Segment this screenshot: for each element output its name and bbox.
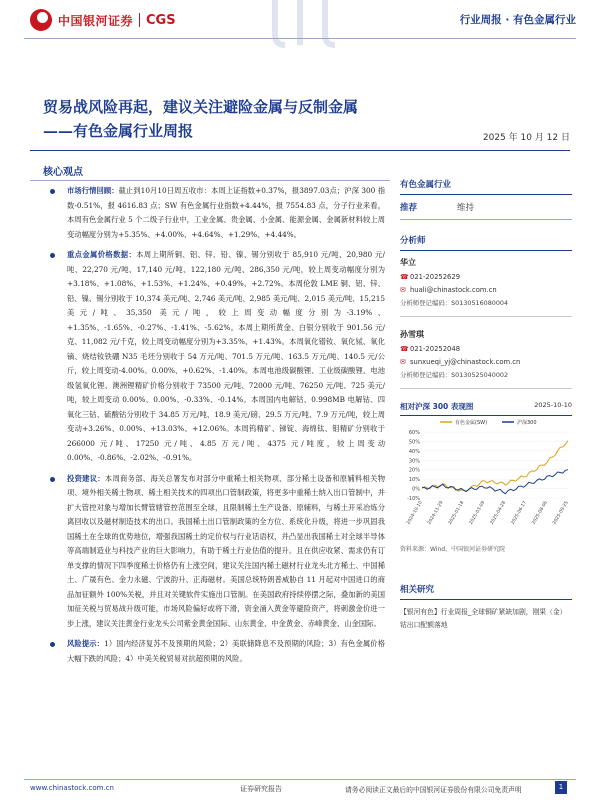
analyst-registration: 分析师登记编码：S0130516080004 <box>400 299 509 307</box>
performance-chart <box>400 416 572 536</box>
chart-x-tick: 2024-11-29 <box>427 500 445 526</box>
core-content <box>45 184 385 672</box>
chart-y-tick: 0% <box>412 486 420 493</box>
analyst-card <box>400 329 572 382</box>
bullet-risk-warning <box>45 637 385 666</box>
chart-y-tick: -10% <box>407 496 420 502</box>
core-heading: 核心观点 <box>43 167 83 178</box>
footer-disclaimer: 请务必阅读正文最后的中国银河证券股份有限公司免责声明 <box>345 786 522 794</box>
chart-x-tick: 2025-06-17 <box>510 500 529 526</box>
bullet-label: 风险提示： <box>67 639 105 648</box>
bullet-text: 1）国内经济复苏不及预期的风险；2）美联储降息不及预期的风险；3）有色金属价格大幅下跌的风险；4）中美关税贸易对抗超预期的风险。 <box>67 639 386 663</box>
chart-series-line <box>422 470 568 494</box>
phone-icon: ☎ <box>400 345 409 353</box>
page-number: 1 <box>555 781 567 794</box>
chart-y-tick: 30% <box>408 458 420 465</box>
chart-x-tick: 2025-08-06 <box>531 500 549 526</box>
rating-value: 维持 <box>457 203 475 213</box>
chart-x-tick: 2025-04-28 <box>489 500 508 526</box>
related-heading: 相关研究 <box>400 583 572 600</box>
chart-y-tick: 20% <box>408 467 420 474</box>
analyst-name: 华立 <box>400 258 416 267</box>
chart-date: 2025-10-10 <box>534 401 572 409</box>
chart-x-tick: 2024-10-10 <box>406 500 424 526</box>
analyst-name: 孙雪琪 <box>400 330 424 339</box>
bullet-label: 市场行情回顾： <box>67 186 119 195</box>
sidebar <box>400 178 572 632</box>
chart-x-tick: 2025-09-25 <box>552 500 570 526</box>
analyst-phone: 021-20252048 <box>410 345 461 353</box>
header-decoration-icon <box>255 0 355 50</box>
analyst-phone: 021-20252629 <box>410 273 461 281</box>
brand-name-cn: 中国银河证券 <box>58 13 134 28</box>
email-icon: ✉ <box>400 286 406 294</box>
chart-series-line <box>422 441 568 492</box>
report-subtitle: ——有色金属行业周报 <box>43 122 194 140</box>
email-icon: ✉ <box>400 358 406 366</box>
footer-website[interactable]: www.chinastock.com.cn <box>30 784 114 792</box>
brand-mark-icon <box>30 9 52 31</box>
chart-x-tick: 2025-03-09 <box>468 500 487 526</box>
brand-logo <box>30 9 176 31</box>
chart-title: 相对沪深 300 表现图 <box>400 402 474 411</box>
bullet-metal-prices <box>45 248 385 466</box>
bullet-text: 本周上期所铜、铝、锌、铅、镍、锡分别收于 85,910 元/吨、20,980 元/吨、22,270 元/吨、17,140 元/吨、122,180 元/吨、286,350 元/吨，较上周变动幅度分别为+3.18%、+1.08%、+1.53%、+1.24%、+0.49%、+2.72%。本周伦敦 LME 铜、铝、锌、铅、镍、锡分别收于 10,374 美元/吨、2,746 美元/吨、2,985 美元/吨、2,015 美元/吨、15,215 美元/吨、35,350 美元/吨，较上周变动幅度分别为-3.19%、+1.35%、-1.65%、-0.27%、-1.41%、-5.62%。本周上期所黄金、白银分别收于 901.56 元/克、11,082 元/千克，较上周变动幅度分别为+3.35%、+1.43%。本周氧化镨钕、氧化铽、氧化镝、烧结钕铁硼 N35 毛坯分别收于 54 万元/吨、701.5 万元/吨、163.5 万元/吨、140.5 元/公斤，较上周变动-4.00%、0.00%、+0.62%、-1.40%。本周电池级碳酸锂、工业级碳酸锂、电池级氢氧化锂、澳洲锂精矿价格分别收于 73500 元/吨、72000 元/吨、76250 元/吨、725 美元/吨，较上周变动 0.00%、0.00%、-0.33%、-0.14%。本周国内电解钴、0.998MB 电解钴、四氧化三钴、硫酸钴分别收于 34.85 万元/吨、18.9 美元/磅、29.5 万元/吨、7.9 万元/吨，较上周变动+3.26%、0.00%、+13.03%、+12.06%。本周钨精矿、锑锭、海绵钛、钼精矿分别收于 266000 元/吨、17250 元/吨、4.85 万元/吨、4375 元/吨度，较上周变动 0.00%、-0.86%、-2.02%、-0.91%。 <box>67 250 386 462</box>
report-date: 2025 年 10 月 12 日 <box>482 133 570 143</box>
chart-y-tick: 50% <box>408 439 420 446</box>
brand-name-en: CGS <box>146 12 176 28</box>
bullet-market-review <box>45 184 385 242</box>
report-title: 贸易战风险再起，建议关注避险金属与反制金属 <box>43 98 359 116</box>
chart-y-tick: 40% <box>408 448 420 455</box>
chart-legend-label: 沪深300 <box>517 420 537 426</box>
chart-source: 资料来源：Wind，中国银河证券研究院 <box>400 546 506 553</box>
industry-heading: 有色金属行业 <box>400 178 572 195</box>
phone-icon: ☎ <box>400 273 409 281</box>
rating-row <box>400 201 572 220</box>
chart-y-tick: 60% <box>408 430 420 436</box>
bullet-label: 重点金属价格数据： <box>67 250 137 259</box>
chart-header <box>400 401 572 416</box>
bullet-text: 截止到10月10日周五收市：本周上证指数+0.37%，报3897.03点；沪深 300 指数-0.51%，报 4616.83 点；SW 有色金属行业指数+4.44%，报 7554.83 点，分子行业来看，本周有色金属行业 5 个二级子行业中，工业金属、贵金属、小金属、能源金属、金属新材料较上周变动幅度分别为+5.35%、+4.00%、+4.64%、+1.29%、+4.44%。 <box>67 186 385 239</box>
analyst-email[interactable]: sunxueqi_yj@chinastock.com.cn <box>410 358 521 366</box>
rating-label: 推荐 <box>400 203 418 213</box>
analyst-registration: 分析师登记编码：S0130525040002 <box>400 371 509 379</box>
chart-legend-label: 有色金属(SW) <box>455 420 488 426</box>
report-category: 行业周报 · 有色金属行业 <box>459 14 576 26</box>
analyst-card <box>400 257 572 310</box>
bullet-investment-advice <box>45 472 385 632</box>
bullet-text: 本周商务部、海关总署发布对部分中重稀土相关物项、部分稀土设备和原辅料相关物项、境外相关稀土物项、稀土相关技术的四项出口管制政策，将更多中重稀土纳入出口管制中，并扩大管控对象与增加长臂管辖管控范围至全球，且限制稀土生产设备、原辅料，与稀土开采冶炼分离回收以及磁材制造技术的出口。我国稀土出口管制政策的全方位、系统化升级，将进一步巩固我国稀土在全球的优势地位，增强我国稀土的定价权与行业话语权，并凸显出我国稀土对全球半导体等高端制造业与科技产业的巨大影响力，有助于稀土行业估值的提升。且在供应收紧、需求仍有订单支撑的情况下四季度稀土价格仍有上涨空间，建议关注国内稀土磁材行业龙头北方稀土、中国稀土、广晟有色、金力永磁、宁波韵升、正海磁材。美国总统特朗普威胁自 11 月起对中国进口的商品加征额外 100%关税，并且对关键软件实施出口管制。在美国政府持续停摆之际，叠加新的美国加征关税与贸易战升级可能，市场风险偏好或将下滑，资金涌入黄金等避险资产，将刺激金价进一步上涨，建议关注黄金行业龙头公司紫金黄金国际、山东黄金、中金黄金、赤峰黄金、山金国际。 <box>67 473 385 628</box>
chart-x-tick: 2025-01-18 <box>448 500 466 526</box>
bullet-label: 投资建议： <box>67 473 105 483</box>
related-report-link[interactable]: 【银河有色】行业周报_全球铜矿紧缺加剧，刚果（金）钴出口配额落地 <box>400 608 567 629</box>
footer-doc-type: 证券研究报告 <box>240 785 282 793</box>
analyst-heading: 分析师 <box>400 234 572 251</box>
analyst-email[interactable]: huali@chinastock.com.cn <box>410 286 497 294</box>
chart-y-tick: 10% <box>408 477 420 484</box>
